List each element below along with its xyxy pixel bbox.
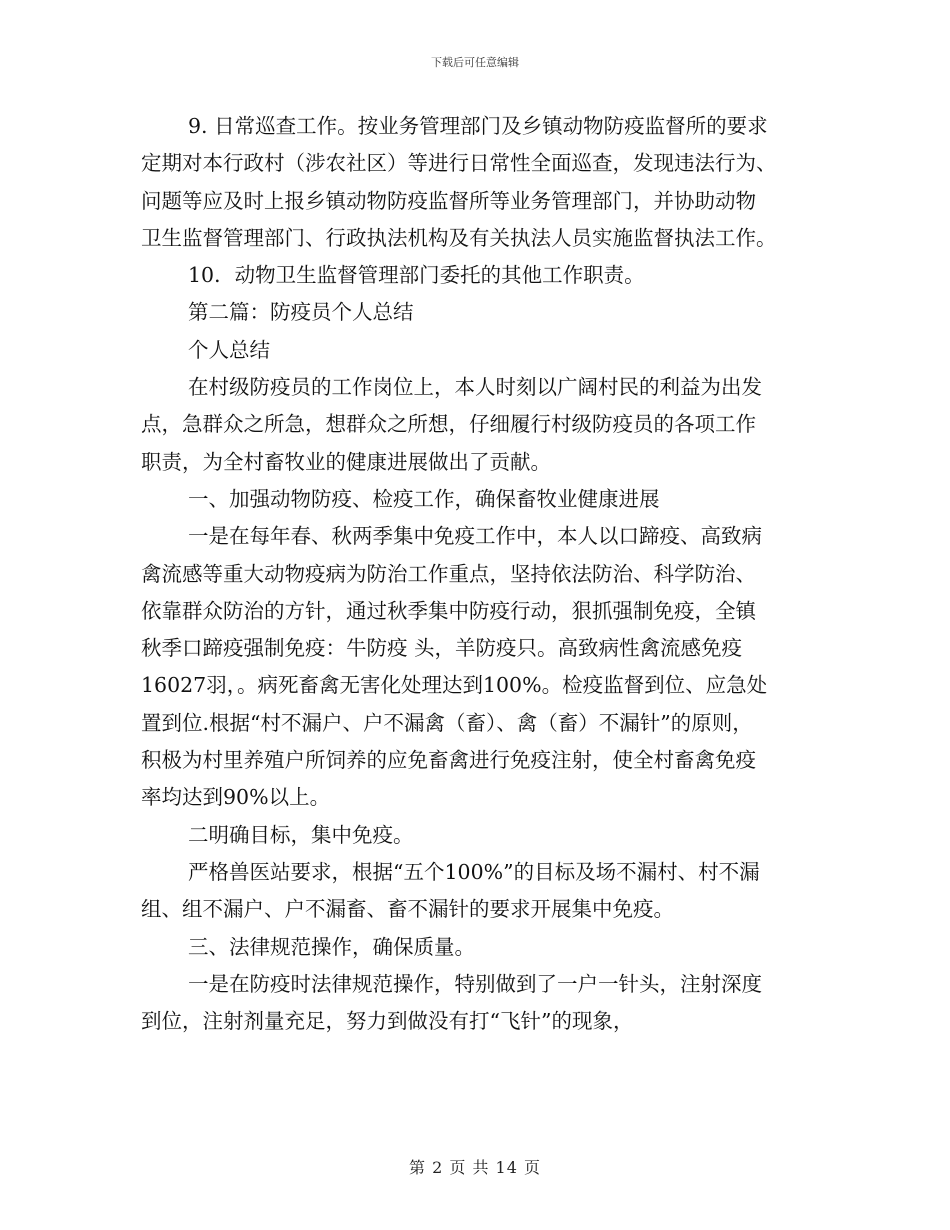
page-footer: 第 2 页 共 14 页 bbox=[409, 1158, 541, 1177]
text-line: 三、法律规范操作，确保质量。 bbox=[188, 934, 475, 959]
text-line: 个人总结 bbox=[188, 337, 270, 362]
text-line: 一、加强动物防疫、检疫工作，确保畜牧业健康进展 bbox=[188, 486, 660, 511]
text-line: 严格兽医站要求，根据“五个100%”的目标及场不漏村、村不漏 bbox=[188, 859, 760, 884]
text-line: 定期对本行政村（涉农社区）等进行日常性全面巡查，发现违法行为、 bbox=[141, 151, 777, 176]
text-line: 卫生监督管理部门、行政执法机构及有关执法人员实施监督执法工作。 bbox=[141, 225, 777, 250]
text-line: 组、组不漏户、户不漏畜、畜不漏针的要求开展集中免疫。 bbox=[141, 897, 674, 922]
text-line: 率均达到90%以上。 bbox=[141, 785, 331, 810]
text-line: 到位，注射剂量充足，努力到做没有打“飞针”的现象， bbox=[141, 1009, 634, 1034]
text-line: 第二篇：防疫员个人总结 bbox=[188, 300, 414, 325]
text-line: 二明确目标，集中免疫。 bbox=[188, 822, 414, 847]
text-line: 16027羽，。病死畜禽无害化处理达到100%。检疫监督到位、应急处 bbox=[141, 673, 768, 698]
text-line: 点，急群众之所急，想群众之所想，仔细履行村级防疫员的各项工作 bbox=[141, 412, 756, 437]
text-line: 职责，为全村畜牧业的健康进展做出了贡献。 bbox=[141, 449, 551, 474]
text-line: 积极为村里养殖户所饲养的应免畜禽进行免疫注射，使全村畜禽免疫 bbox=[141, 748, 756, 773]
document-body bbox=[141, 108, 821, 1040]
text-line: 秋季口蹄疫强制免疫：牛防疫 头，羊防疫只。高致病性禽流感免疫 bbox=[141, 636, 743, 661]
text-line: 禽流感等重大动物疫病为防治工作重点，坚持依法防治、科学防治、 bbox=[141, 561, 756, 586]
text-line: 一是在每年春、秋两季集中免疫工作中，本人以口蹄疫、高致病 bbox=[188, 524, 762, 549]
text-line: 在村级防疫员的工作岗位上，本人时刻以广阔村民的利益为出发 bbox=[188, 375, 762, 400]
text-line: 问题等应及时上报乡镇动物防疫监督所等业务管理部门，并协助动物 bbox=[141, 188, 756, 213]
text-line: 9. 日常巡查工作。按业务管理部门及乡镇动物防疫监督所的要求 bbox=[188, 114, 768, 138]
text-line: 一是在防疫时法律规范操作，特别做到了一户一针头，注射深度 bbox=[188, 971, 762, 996]
text-line: 置到位.根据“村不漏户、户不漏禽（畜）、禽（畜）不漏针”的原则， bbox=[141, 710, 753, 735]
text-line: 10．动物卫生监督管理部门委托的其他工作职责。 bbox=[188, 263, 645, 288]
text-line: 依靠群众防治的方针，通过秋季集中防疫行动，狠抓强制免疫，全镇 bbox=[141, 598, 756, 623]
page-header: 下载后可任意编辑 bbox=[431, 56, 519, 69]
